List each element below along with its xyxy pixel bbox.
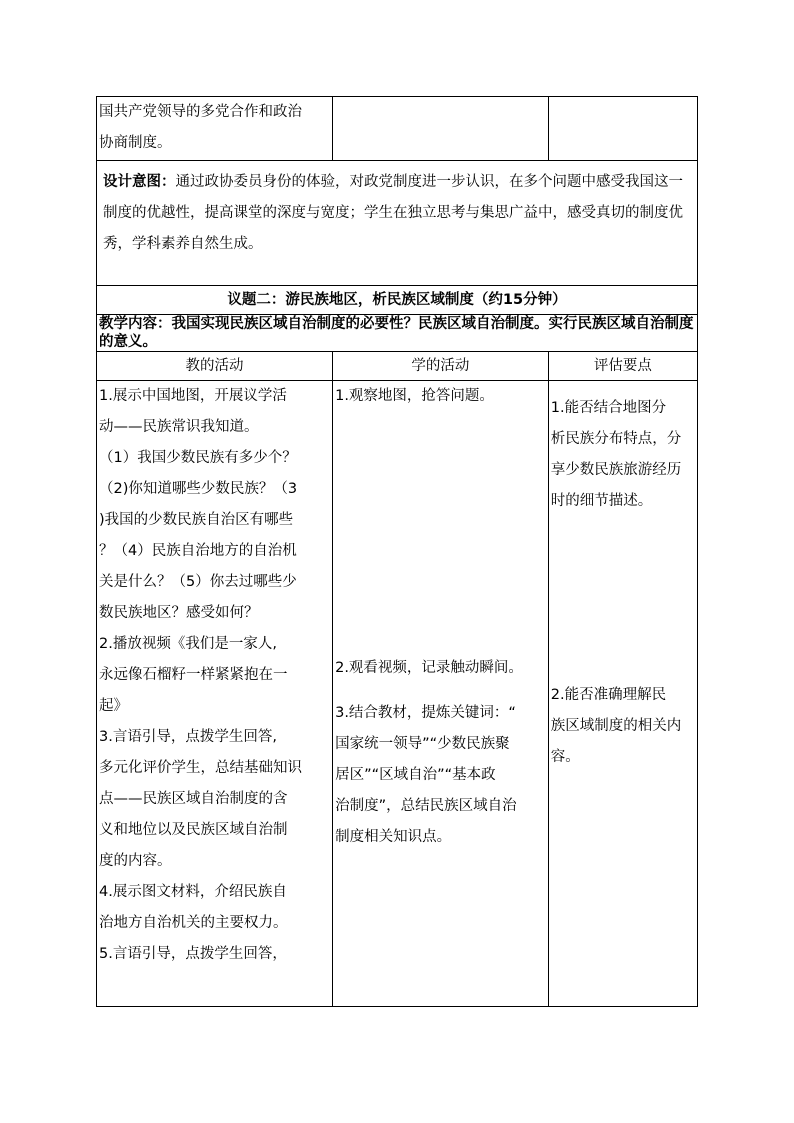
continued-row [97,97,698,161]
lesson-plan-table [96,96,698,1007]
eval-points-cell [548,381,697,1007]
lesson-plan-page [96,96,698,1007]
student-line: 3.结合教材，提炼关键词：“ [335,705,516,721]
teacher-line: 数民族地区？感受如何？ [99,605,259,621]
teaching-content-row [97,315,698,352]
teacher-line: )我国的少数民族自治区有哪些 [99,512,294,528]
teacher-line: 多元化评价学生，总结基础知识 [99,760,302,776]
teacher-line: 关是什么？（5）你去过哪些少 [99,574,297,590]
student-line: 2.观看视频，记录触动瞬间。 [335,660,523,676]
teacher-line: 4.展示图文材料，介绍民族自 [99,884,287,900]
header-student: 学的活动 [333,352,549,381]
continued-line: 国共产党领导的多党合作和政治 [99,104,302,120]
continued-cell-teacher [97,97,333,161]
teacher-line: ？（4）民族自治地方的自治机 [99,543,297,559]
student-line: 1.观察地图，抢答问题。 [335,388,494,404]
student-spacer [335,412,546,653]
eval-line: 析民族分布特点，分 [550,431,682,447]
eval-spacer [551,517,695,680]
teacher-line: （1）我国少数民族有多少个？ [99,450,297,466]
student-line: 治制度”，总结民族区域自治 [335,798,517,814]
teaching-content: 教学内容：我国实现民族区域自治制度的必要性？民族区域自治制度。实行民族区域自治制度的意义。 [97,315,698,352]
design-intent-label: 设计意图： [103,174,176,190]
eval-line: 容。 [550,749,580,765]
design-intent-cell [97,161,698,286]
teacher-line: 起》 [99,698,128,714]
design-intent-row [97,161,698,286]
header-eval: 评估要点 [548,352,697,381]
eval-line: 2.能否准确理解民 [550,687,667,703]
continued-cell-student [333,97,549,161]
eval-line: 时的细节描述。 [550,493,653,509]
teacher-line: 度的内容。 [99,853,172,869]
teacher-line: 义和地位以及民族区域自治制 [99,822,288,838]
teacher-line: 治地方自治机关的主要权力。 [99,915,288,931]
student-line: 国家统一领导”“少数民族聚 [335,736,510,752]
header-teacher: 教的活动 [97,352,333,381]
eval-line: 享少数民族旅游经历 [550,462,682,478]
continued-line: 协商制度。 [99,135,172,151]
teacher-line: （2)你知道哪些少数民族？（3 [99,481,298,497]
topic-title: 议题二：游民族地区，析民族区域制度（约15分钟） [97,286,698,315]
teacher-line: 动——民族常识我知道。 [99,419,259,435]
activity-row [97,381,698,1007]
teacher-line: 3.言语引导，点拨学生回答, [99,729,277,745]
student-spacer [335,684,546,698]
teacher-line: 永远像石榴籽一样紧紧抱在一 [99,667,288,683]
header-row [97,352,698,381]
teacher-line: 1.展示中国地图，开展议学活 [99,388,287,404]
student-activity-cell [333,381,549,1007]
continued-cell-eval [548,97,697,161]
teacher-line: 2.播放视频《我们是一家人, [99,636,277,652]
topic-row [97,286,698,315]
eval-line: 1.能否结合地图分 [550,400,667,416]
eval-line: 族区域制度的相关内 [550,718,682,734]
teacher-activity-cell [97,381,333,1007]
student-line: 居区”“区域自治”“基本政 [335,767,496,783]
eval-spacer [551,381,695,393]
design-intent-text: 通过政协委员身份的体验，对政党制度进一步认识，在多个问题中感受我国这一制度的优越性，提高课堂的深度与宽度；学生在独立思考与集思广益中，感受真切的制度优秀，学科素养自然生成。 [103,174,683,252]
teacher-line: 5.言语引导，点拨学生回答， [99,946,287,962]
teacher-line: 点——民族区域自治制度的含 [99,791,288,807]
student-line: 制度相关知识点。 [335,829,452,845]
